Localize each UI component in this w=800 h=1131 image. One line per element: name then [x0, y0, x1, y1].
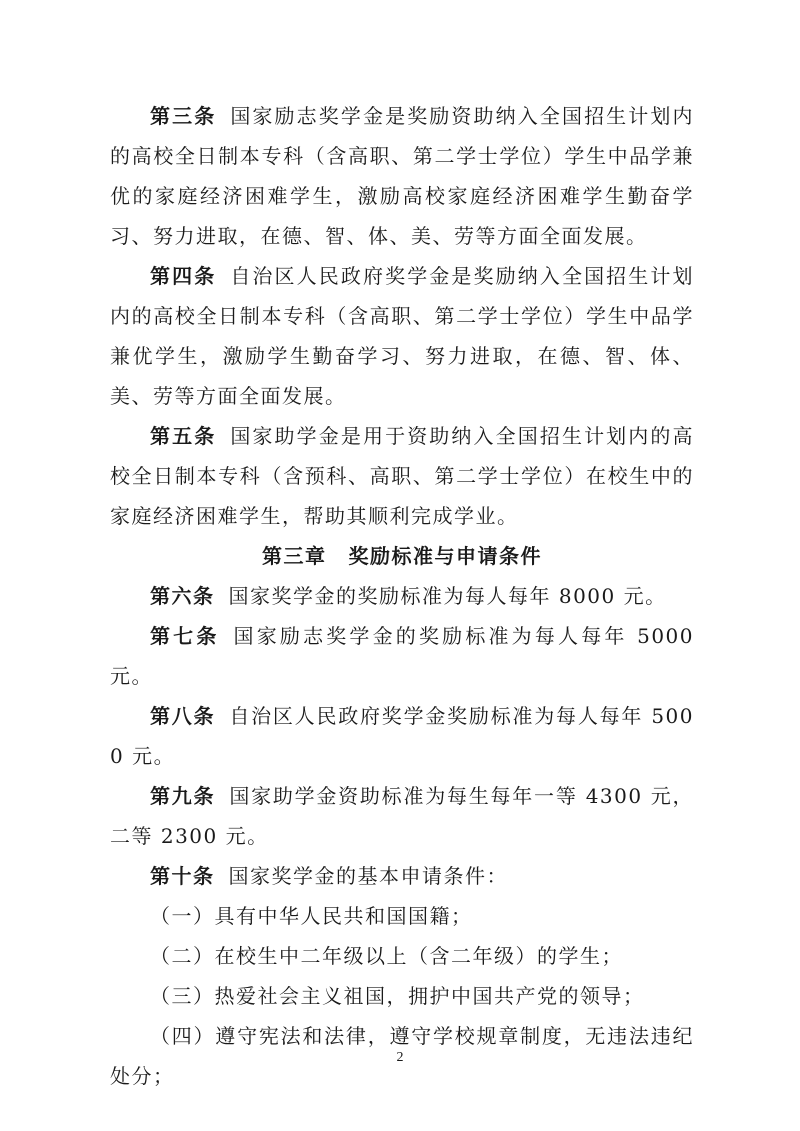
article-9-text: 国家助学金资助标准为每生每年一等 4300 元，二等 2300 元。: [110, 784, 694, 848]
article-9: [110, 776, 694, 856]
article-10-lead: 第十条: [150, 864, 215, 888]
page-number: 2: [396, 1050, 404, 1065]
chapter-heading: [110, 536, 694, 576]
condition-item: （四）遵守宪法和法律，遵守学校规章制度，无违法违纪处分；: [110, 1024, 694, 1088]
document-body: [110, 96, 694, 1096]
article-10: [110, 856, 694, 896]
article-5-text: 国家助学金是用于资助纳入全国招生计划内的高校全日制本专科（含预科、高职、第二学士学位）在校生中的家庭经济困难学生，帮助其顺利完成学业。: [110, 424, 695, 528]
article-4: [110, 256, 694, 416]
article-8-text: 自治区人民政府奖学金奖励标准为每人每年 5000 元。: [110, 704, 694, 768]
article-6-text: 国家奖学金的奖励标准为每人每年 8000 元。: [228, 584, 667, 608]
article-6-lead: 第六条: [150, 584, 215, 608]
article-3-text: 国家励志奖学金是奖励资助纳入全国招生计划内的高校全日制本专科（含高职、第二学士学位）学生中品学兼优的家庭经济困难学生，激励高校家庭经济困难学生勤奋学习、努力进取，在德、智、体、美、劳等方面全面发展。: [110, 104, 695, 248]
article-8-lead: 第八条: [150, 704, 216, 728]
article-3: [110, 96, 694, 256]
article-7-text: 国家励志奖学金的奖励标准为每人每年 5000 元。: [110, 624, 695, 688]
condition-item: （二）在校生中二年级以上（含二年级）的学生；: [150, 944, 623, 968]
condition-item: （一）具有中华人民共和国国籍；: [150, 904, 473, 928]
article-4-lead: 第四条: [150, 264, 217, 288]
article-7: [110, 616, 694, 696]
article-5-lead: 第五条: [150, 424, 217, 448]
article-8: [110, 696, 694, 776]
article-7-lead: 第七条: [150, 624, 220, 648]
article-9-lead: 第九条: [150, 784, 216, 808]
article-6: [110, 576, 694, 616]
chapter-title: 奖励标准与申请条件: [348, 544, 542, 568]
condition-item: （三）热爱社会主义祖国，拥护中国共产党的领导；: [150, 984, 645, 1008]
article-5: [110, 416, 694, 536]
article-4-text: 自治区人民政府奖学金是奖励纳入全国招生计划内的高校全日制本专科（含高职、第二学士学位）学生中品学兼优学生，激励学生勤奋学习、努力进取，在德、智、体、美、劳等方面全面发展。: [110, 264, 695, 408]
chapter-number: 第三章: [262, 544, 327, 568]
article-3-lead: 第三条: [150, 104, 217, 128]
article-10-text: 国家奖学金的基本申请条件：: [228, 864, 508, 888]
